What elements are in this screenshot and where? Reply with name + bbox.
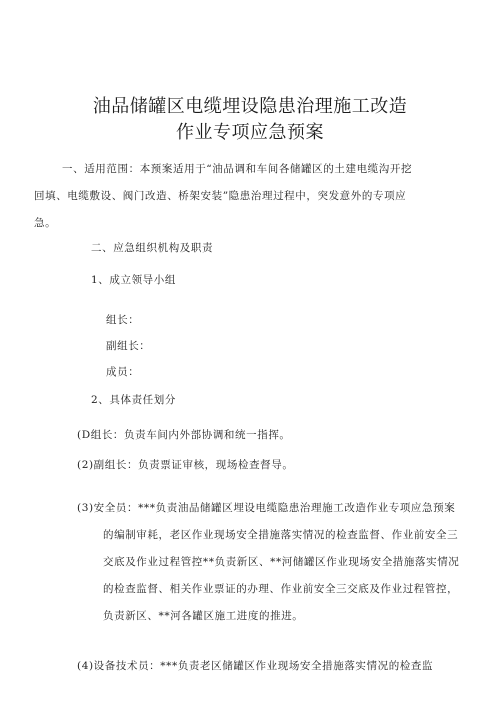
subheading-responsibilities: 2、具体责任划分: [91, 394, 176, 406]
deputy-leader-label: 副组长：: [106, 340, 151, 352]
member-label: 成员：: [106, 366, 140, 378]
section-heading-2: 二、应急组织机构及职责: [91, 242, 214, 254]
subheading-leading-group: 1、成立领导小组: [91, 274, 176, 286]
duty-leader: (D组长：负责车间内外部协调和统一指挥。: [77, 429, 291, 441]
leader-label: 组长：: [106, 314, 140, 326]
doc-title-line-1: 油品储罐区电缆埋设隐患治理施工改造: [92, 96, 408, 117]
duty-equipment-technician: (4)设备技术员：***负责老区储罐区作业现场安全措施落实情况的检查监: [77, 660, 434, 672]
duty-safety-officer: (3)安全员：***负责油品储罐区埋设电缆隐患治理施工改造作业专项应急预案的编制审耗，老区作业现场安全措施落实情况的检查监督、作业前安全三交底及作业过程管控**负责新区、**河储罐区作业现场安全措施落实情况的检查监督、相关作业票证的办理、作业前安全三交底及作业过程管控，负责新区、**河各罐区施工进度的推进。: [77, 502, 460, 622]
duty-deputy: (2)副组长：负责票证审核，现场检查督导。: [77, 459, 294, 471]
doc-title-line-2: 作业专项应急预案: [176, 122, 324, 143]
scope-paragraph: 一、适用范围：本预案适用于“油品调和车间各储罐区的土建电缆沟开挖回填、电缆敷设、阀门改造、桥架安装”隐患治理过程中，突发意外的专项应急。: [34, 163, 413, 229]
